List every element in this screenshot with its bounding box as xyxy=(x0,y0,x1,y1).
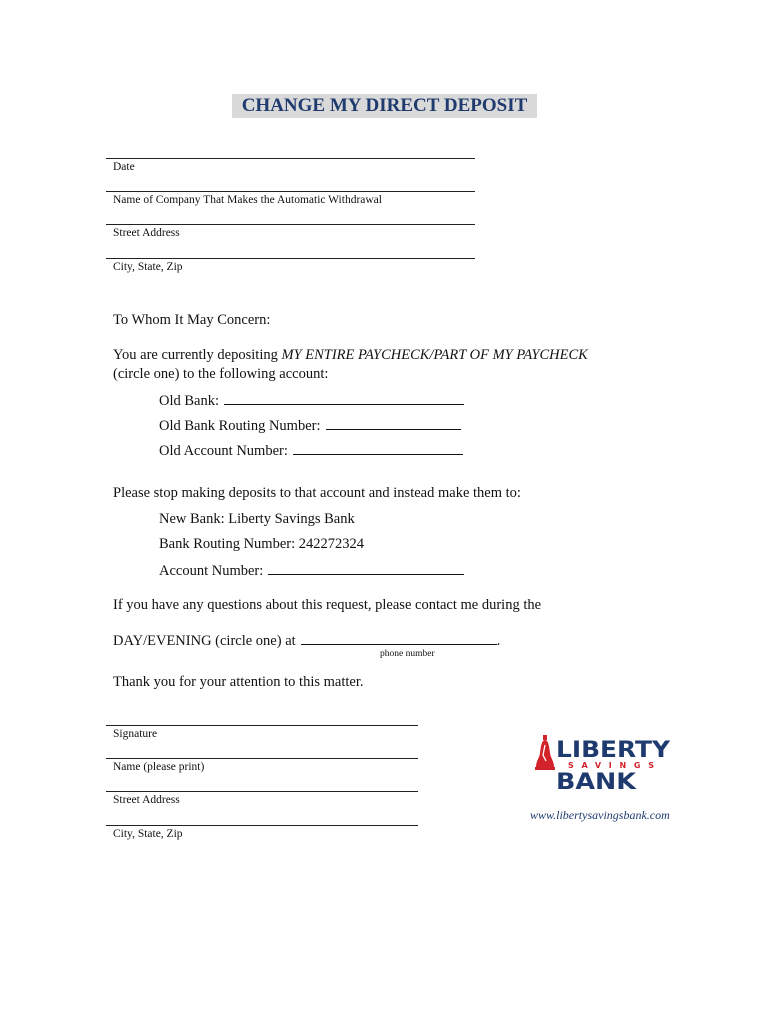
old-routing-field[interactable] xyxy=(326,416,461,430)
old-bank-label: Old Bank: xyxy=(159,393,220,409)
logo-savings-text: SAVINGS xyxy=(568,761,654,770)
signer-street-line[interactable] xyxy=(106,791,418,792)
account-number-label: Account Number: xyxy=(159,563,264,579)
paragraph-questions: If you have any questions about this request, please contact me during the xyxy=(113,597,542,613)
signer-city-line[interactable] xyxy=(106,825,418,826)
company-street-line[interactable] xyxy=(106,224,475,225)
old-account-field[interactable] xyxy=(293,441,463,455)
signature-label: Signature xyxy=(113,728,158,740)
company-city-line[interactable] xyxy=(106,258,475,259)
company-name-label: Name of Company That Makes the Automatic Withdrawal xyxy=(113,194,382,206)
signer-street-label: Street Address xyxy=(113,794,180,806)
printed-name-line[interactable] xyxy=(106,758,418,759)
paragraph-questions-line2 xyxy=(113,631,500,650)
old-bank-field[interactable] xyxy=(224,391,464,405)
company-city-label: City, State, Zip xyxy=(113,261,183,273)
day-evening-label: DAY/EVENING (circle one) at xyxy=(113,633,296,649)
routing-number: Bank Routing Number: 242272324 xyxy=(159,536,365,552)
phone-number-caption: phone number xyxy=(380,649,435,659)
account-number-field[interactable] xyxy=(268,561,464,575)
company-street-label: Street Address xyxy=(113,227,180,239)
account-number-row xyxy=(159,561,464,580)
liberty-bell-icon xyxy=(535,735,555,770)
date-line[interactable] xyxy=(106,158,475,159)
old-bank-row xyxy=(159,391,464,410)
salutation: To Whom It May Concern: xyxy=(113,312,271,328)
paragraph-current-deposit-line2: (circle one) to the following account: xyxy=(113,366,329,382)
logo-bank-text: BANK xyxy=(556,770,638,793)
date-label: Date xyxy=(113,161,135,173)
new-bank: New Bank: Liberty Savings Bank xyxy=(159,511,355,527)
liberty-savings-bank-logo xyxy=(532,733,672,793)
thanks: Thank you for your attention to this matter. xyxy=(113,674,364,690)
signature-line[interactable] xyxy=(106,725,418,726)
logo-liberty-text: LIBERTY xyxy=(556,738,672,763)
printed-name-label: Name (please print) xyxy=(113,761,205,773)
old-account-label: Old Account Number: xyxy=(159,443,288,459)
period: . xyxy=(496,633,501,649)
company-name-line[interactable] xyxy=(106,191,475,192)
old-account-row xyxy=(159,441,463,460)
paragraph-current-deposit xyxy=(113,346,588,364)
paragraph-current-deposit-prefix: You are currently depositing xyxy=(113,347,282,363)
old-routing-row xyxy=(159,416,461,435)
paycheck-options: MY ENTIRE PAYCHECK/PART OF MY PAYCHECK xyxy=(281,347,588,363)
old-routing-label: Old Bank Routing Number: xyxy=(159,418,321,434)
paragraph-stop-deposits: Please stop making deposits to that account and instead make them to: xyxy=(113,485,521,501)
signer-city-label: City, State, Zip xyxy=(113,828,183,840)
phone-number-field[interactable] xyxy=(301,631,497,645)
website-link[interactable]: www.libertysavingsbank.com xyxy=(530,808,670,822)
document-title: CHANGE MY DIRECT DEPOSIT xyxy=(232,94,537,118)
